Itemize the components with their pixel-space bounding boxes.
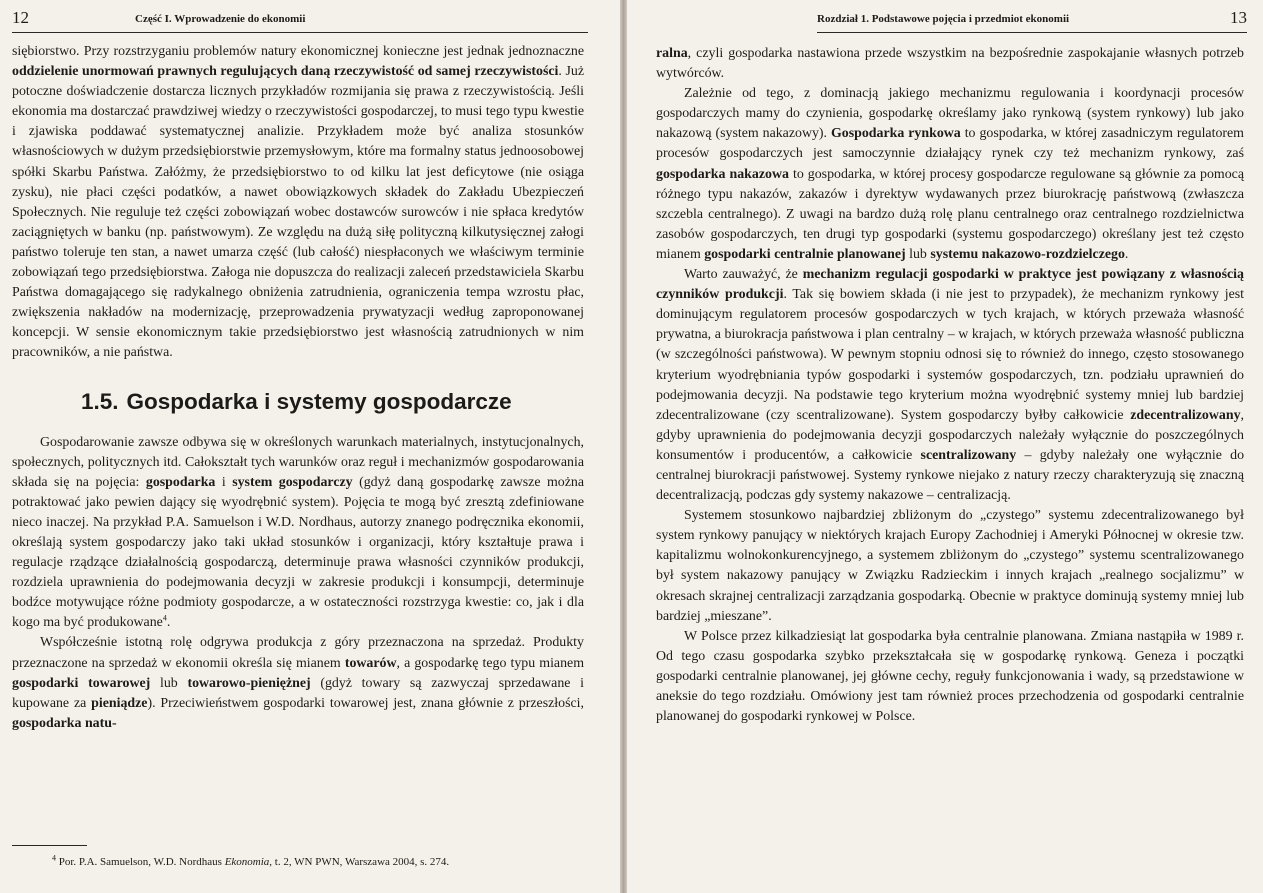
footnote-rule — [12, 845, 87, 846]
bold-term: gospodarka natu- — [12, 715, 117, 731]
paragraph: Współcześnie istotną rolę odgrywa produkcja z góry przeznaczona na sprzedaż. Produkty przeznaczone na sprzedaż w ekonomii określa się mianem towarów, a gospodarkę tego typu mianem gospodarki towarowej lub towarowo-pieniężnej (gdyż towary są zazwyczaj sprzedawane i kupowane za pieniądze). Przeciwieństwem gospodarki towarowej jest, znana głównie z przeszłości, gospodarka natu- — [12, 635, 585, 731]
bold-term: pieniądze — [91, 695, 148, 711]
bold-term: zdecentralizowany — [1130, 407, 1241, 423]
bold-term: gospodarka nakazowa — [656, 166, 789, 182]
bold-term: Gospodarka rynkowa — [830, 126, 961, 142]
bold-term: systemu nakazowo-rozdzielczego — [930, 246, 1125, 262]
paragraph: Zależnie od tego, z dominacją jakiego mechanizmu regulowania i koordynacji procesów gospodarczych mamy do czynienia, gospodarkę określamy jako rynkową (system rynkowy) lub jako nakazową (system nakazowy). Gospodarka rynkowa to gospodarka, w której zasadniczym regulatorem procesów gospodarczych jest samoczynnie działający rynek czy też mechanizm rynkowy, zaś gospodarka nakazowa to gospodarka, w której procesy gospodarcze regulowane są głównie za pomocą różnego typu nakazów, zakazów i dyrektyw wydawanych przez biurokrację państwową (zwłaszcza szczebla centralnego). Z uwagi na bardzo dużą rolę planu centralnego oraz centralnego rozdzielnictwa zasobów gospodarczych, ten drugi typ gospodarki (systemu gospodarczego) określany jest też często mianem gospodarki centralnie planowanej lub systemu nakazowo-rozdzielczego. — [656, 86, 1245, 262]
footnote-marker: 4 — [162, 613, 167, 623]
bold-term: scentralizowany — [920, 447, 1017, 463]
bold-term: oddzielenie unormowań prawnych regulujących daną rzeczywistość od samej rzeczywistości — [12, 64, 559, 80]
right-page-body — [656, 44, 1244, 727]
paragraph: Warto zauważyć, że mechanizm regulacji gospodarki w praktyce jest powiązany z własnością czynników produkcji. Tak się bowiem składa (i nie jest to przypadek), że mechanizm rynkowy jest dominującym regulatorem procesów gospodarczych w tych krajach, w których przeważa własność prywatna, a biurokracja państwowa i plan centralny – w krajach, w których przeważa własność publiczna (w szczególności państwowa). W pewnym stopniu odnosi się to również do innego, często stosowanego kryterium wyodrębniania typów gospodarki i systemów gospodarczych, tzn. podziału uprawnień do podejmowania decyzji. Na podstawie tego kryterium można wyodrębnić systemy mniej lub bardziej zdecentralizowane (czy scentralizowane). System gospodarczy byłby całkowicie zdecentralizowany, gdyby uprawnienia do podejmowania decyzji gospodarczych należały wyłącznie do poszczególnych konsumentów i producentów, a całkowicie scentralizowany – gdyby należały one wyłącznie do centralnej biurokracji państwowej. Systemy rynkowe niejako z natury rzeczy charakteryzują się znaczną decentralizacją, podczas gdy systemy nakazowe – centralizacją. — [656, 267, 1245, 504]
page-number: 13 — [1230, 8, 1247, 27]
paragraph: siębiorstwo. Przy rozstrzyganiu problemów natury ekonomicznej konieczne jest jednak jednoznaczne oddzielenie unormowań prawnych regulujących daną rzeczywistość od samej rzeczywistości. Już potoczne doświadczenie dostarcza licznych przykładów rozmijania się prawa z rzeczywistością. Jeśli ekonomia ma dostarczać prawdziwej wiedzy o rzeczywistości gospodarczej, to musi tego typu kwestie i zjawiska poddawać systematycznej analizie. Przykładem może być analiza stosunków własnościowych w dużym przedsiębiorstwie przemysłowym, które ma formalny status jednoosobowej spółki Skarbu Państwa. Załóżmy, że przedsiębiorstwo to od kilku lat jest deficytowe (nie osiąga zysku), nie płaci części podatków, a nawet obowiązkowych składek do Zakładu Ubezpieczeń Społecznych. Nie reguluje też części zobowiązań wobec dostawców surowców i nie spłaca kredytów zaciągniętych w banku (np. państwowym). Ze względu na dużą siłę polityczną kilkutysięcznej załogi państwo toleruje ten stan, a nawet umarza część (lub całość) niespłaconych we właściwym terminie zobowiązań tego przedsiębiorstwa. Załoga nie dopuszcza do realizacji zaleceń przedstawiciela Skarbu Państwa domagającego się radykalnego obniżenia zatrudnienia, ograniczenia tempa wzrostu płac, zwiększenia nakładów na modernizację, przeprowadzenia prywatyzacji według zaproponowanej koncepcji. W sensie ekonomicznym takie przedsiębiorstwo jest własnością zatrudnionych w nim pracowników, a nie państwa. — [12, 44, 584, 361]
paragraph: W Polsce przez kilkadziesiąt lat gospodarka była centralnie planowana. Zmiana nastąpiła w 1989 r. Od tego czasu gospodarka szybko przekształcała się w gospodarkę rynkową. Geneza i początki gospodarki centralnie planowanej, jej główne cechy, reguły funkcjonowania i wady, są przedstawione w aneksie do tego rozdziału. Omówiony jest tam również proces przechodzenia od gospodarki centralnie planowanej do gospodarki rynkowej w Polsce. — [656, 628, 1244, 725]
running-head-text: Rozdział 1. Podstawowe pojęcia i przedmiot ekonomii — [817, 13, 1070, 25]
bold-term: towarów — [344, 655, 397, 671]
section-title: Gospodarka i systemy gospodarcze — [126, 388, 512, 414]
right-page — [627, 0, 1263, 893]
bold-term: towarowo-pieniężnej — [187, 675, 311, 691]
running-head-text: Część I. Wprowadzenie do ekonomii — [135, 13, 306, 25]
running-head-right — [817, 6, 1247, 33]
bold-term: mechanizm regulacji gospodarki w praktyce jest powiązany z własnością czynników produkcji — [656, 267, 1244, 303]
footnote: $^4$ Por. P.A. Samuelson, W.D. Nordhaus Ekonomia, t. 2, WN PWN, Warszawa 2004, s. 274. — [52, 853, 450, 868]
page-number: 12 — [12, 8, 29, 27]
bold-term: ralna — [656, 46, 688, 61]
left-page — [0, 0, 620, 893]
paragraph: Systemem stosunkowo najbardziej zbliżonym do „czystego” systemu zdecentralizowanego był system rynkowy panujący w niektórych krajach Europy Zachodniej i Ameryki Północnej w okresie tzw. kapitalizmu wolnokonkurencyjnego, a systemem zbliżonym do „czystego” systemu scentralizowanego był system nakazowy panujący w Związku Radzieckim i innych krajach „realnego socjalizmu” w okresach skrajnej centralizacji zarządzania gospodarką. Obecnie w praktyce dominują systemy mniej lub bardziej „mieszane”. — [656, 508, 1244, 624]
bold-term: system gospodarczy — [232, 474, 353, 490]
section-number: 1.5. — [81, 388, 119, 414]
section-heading — [81, 389, 584, 415]
footnote-marker: 4 — [52, 853, 56, 863]
italic-text: Ekonomia — [224, 856, 270, 868]
left-page-body — [12, 42, 584, 734]
paragraph: ralna, czyli gospodarka nastawiona przede wszystkim na bezpośrednie zaspokajanie własnych potrzeb wytwórców. — [656, 46, 1244, 82]
book-gutter — [620, 0, 627, 893]
running-head-left — [12, 6, 588, 33]
bold-term: gospodarki towarowej — [12, 675, 151, 691]
bold-term: gospodarka — [145, 474, 216, 490]
bold-term: gospodarki centralnie planowanej — [704, 246, 906, 262]
paragraph: Gospodarowanie zawsze odbywa się w określonych warunkach materialnych, instytucjonalnych, społecznych, politycznych itd. Całokształt tych warunków oraz reguł i mechanizmów gospodarowania składa się na pojęcia: gospodarka i system gospodarczy (gdyż daną gospodarkę zawsze można potraktować jako pewien dający się wyodrębnić system). Pojęcia te mogą być zresztą zdefiniowane nieco inaczej. Na przykład P.A. Samuelson i W.D. Nordhaus, autorzy znanego podręcznika ekonomii, określają system gospodarczy jako taki układ stosunków i organizacji, który kształtuje prawa i regulacje rządzące działalnością gospodarczą, determinuje prawa własności czynników produkcji, rozdziela uprawnienia do podejmowania decyzji w zakresie produkcji i konsumpcji, determinuje bodźce motywujące różne podmioty gospodarcze, a w ostateczności rozstrzyga kwestie: co, jak i dla kogo ma być produkowane$^4$. — [12, 434, 584, 631]
